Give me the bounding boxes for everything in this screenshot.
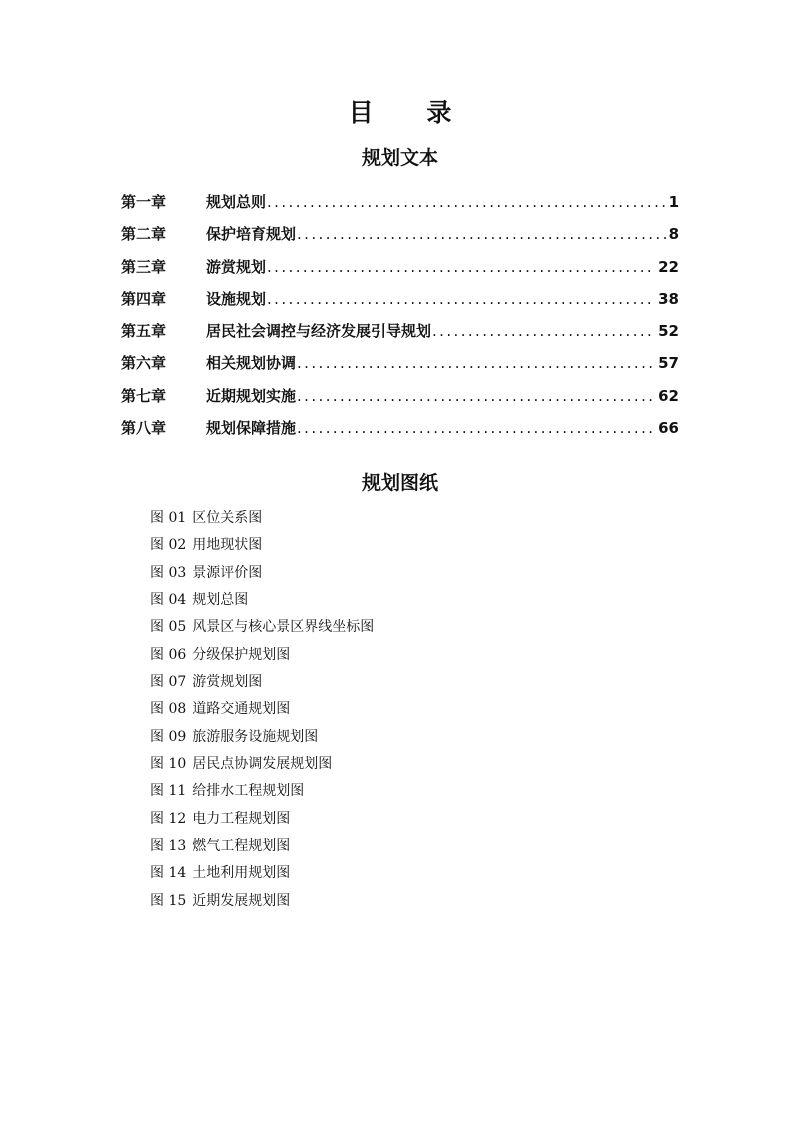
drawing-number: 图 03 bbox=[150, 564, 187, 581]
drawing-item[interactable] bbox=[150, 780, 374, 807]
drawing-item[interactable] bbox=[150, 507, 374, 534]
toc-entry-title: 游赏规划 bbox=[206, 257, 267, 276]
toc-page-number: 1 bbox=[668, 193, 679, 211]
drawing-title: 燃气工程规划图 bbox=[192, 838, 291, 855]
drawing-number: 图 14 bbox=[150, 865, 187, 882]
toc-entry-title: 规划保障措施 bbox=[206, 419, 297, 438]
drawing-number: 图 01 bbox=[150, 510, 187, 526]
drawing-title: 规划总图 bbox=[192, 592, 249, 609]
toc-entry-title: 规划总则 bbox=[206, 193, 267, 211]
drawing-number: 图 12 bbox=[150, 810, 187, 827]
drawing-item[interactable] bbox=[150, 862, 374, 889]
dot-leader bbox=[297, 222, 666, 246]
toc-page-number: 62 bbox=[658, 386, 679, 405]
drawing-number: 图 10 bbox=[150, 756, 187, 773]
toc-page-number: 22 bbox=[658, 257, 679, 276]
toc-entry[interactable] bbox=[121, 222, 679, 254]
toc-page-number: 38 bbox=[658, 289, 679, 308]
drawing-item[interactable] bbox=[150, 589, 374, 616]
dot-leader bbox=[267, 255, 655, 279]
drawing-item[interactable] bbox=[150, 562, 374, 589]
toc-entry[interactable] bbox=[121, 190, 679, 222]
drawing-item[interactable] bbox=[150, 726, 374, 753]
toc-entry-title: 相关规划协调 bbox=[206, 354, 297, 373]
dot-leader bbox=[297, 416, 655, 440]
drawing-number: 图 08 bbox=[150, 701, 187, 718]
toc-entry[interactable] bbox=[121, 287, 679, 319]
drawing-number: 图 11 bbox=[150, 783, 187, 800]
drawing-number: 图 15 bbox=[150, 892, 187, 909]
drawing-item[interactable] bbox=[150, 890, 374, 917]
toc-chapter-label: 第二章 bbox=[121, 225, 167, 244]
drawing-title: 分级保护规划图 bbox=[192, 646, 291, 663]
toc-entry[interactable] bbox=[121, 255, 679, 287]
dot-leader bbox=[297, 351, 655, 375]
toc-entry-title: 近期规划实施 bbox=[206, 386, 297, 405]
drawing-number: 图 04 bbox=[150, 592, 187, 609]
toc-chapter-label: 第八章 bbox=[121, 419, 167, 438]
toc-chapter-label: 第三章 bbox=[121, 257, 167, 276]
drawing-number: 图 09 bbox=[150, 728, 187, 745]
toc-entry[interactable] bbox=[121, 416, 679, 448]
drawing-item[interactable] bbox=[150, 644, 374, 671]
toc-chapter-label: 第四章 bbox=[121, 289, 167, 308]
drawing-title: 用地现状图 bbox=[192, 537, 263, 554]
drawing-title: 居民点协调发展规划图 bbox=[192, 756, 333, 773]
toc-page-number: 52 bbox=[658, 322, 679, 341]
toc-chapter-label: 第五章 bbox=[121, 322, 167, 341]
toc-page-number: 66 bbox=[658, 419, 679, 438]
toc-page-number: 57 bbox=[658, 354, 679, 373]
drawing-title: 电力工程规划图 bbox=[192, 810, 291, 827]
drawing-title: 旅游服务设施规划图 bbox=[192, 728, 319, 745]
dot-leader bbox=[297, 384, 655, 408]
drawing-item[interactable] bbox=[150, 835, 374, 862]
drawing-title: 区位关系图 bbox=[192, 510, 263, 526]
drawing-item[interactable] bbox=[150, 534, 374, 561]
drawing-item[interactable] bbox=[150, 808, 374, 835]
drawing-title: 景源评价图 bbox=[192, 564, 263, 581]
drawing-item[interactable] bbox=[150, 753, 374, 780]
toc-entry-title: 居民社会调控与经济发展引导规划 bbox=[206, 322, 432, 341]
drawing-title: 风景区与核心景区界线坐标图 bbox=[192, 619, 375, 636]
section-heading-planning-drawings: 规划图纸 bbox=[361, 472, 438, 494]
drawing-number: 图 13 bbox=[150, 838, 187, 855]
dot-leader bbox=[432, 319, 655, 343]
toc-entry-title: 保护培育规划 bbox=[206, 225, 297, 244]
dot-leader bbox=[267, 287, 655, 311]
drawing-title: 游赏规划图 bbox=[192, 674, 263, 691]
drawing-title: 近期发展规划图 bbox=[192, 892, 291, 909]
toc-page-number: 8 bbox=[668, 225, 679, 244]
drawing-title: 给排水工程规划图 bbox=[192, 783, 305, 800]
toc-chapter-label: 第六章 bbox=[121, 354, 167, 373]
drawing-number: 图 02 bbox=[150, 537, 187, 554]
toc-entry[interactable] bbox=[121, 384, 679, 416]
toc-entry[interactable] bbox=[121, 319, 679, 351]
toc-chapter-label: 第一章 bbox=[121, 193, 167, 211]
drawing-number: 图 05 bbox=[150, 619, 187, 636]
toc-list bbox=[121, 190, 679, 448]
page-title: 目 录 bbox=[348, 98, 474, 127]
toc-chapter-label: 第七章 bbox=[121, 386, 167, 405]
toc-entry-title: 设施规划 bbox=[206, 289, 267, 308]
drawing-item[interactable] bbox=[150, 671, 374, 698]
drawing-number: 图 06 bbox=[150, 646, 187, 663]
toc-entry[interactable] bbox=[121, 351, 679, 383]
drawing-list bbox=[150, 507, 374, 917]
drawing-title: 土地利用规划图 bbox=[192, 865, 291, 882]
drawing-number: 图 07 bbox=[150, 674, 187, 691]
drawing-title: 道路交通规划图 bbox=[192, 701, 291, 718]
section-heading-planning-text: 规划文本 bbox=[361, 147, 438, 169]
drawing-item[interactable] bbox=[150, 698, 374, 725]
drawing-item[interactable] bbox=[150, 616, 374, 643]
dot-leader bbox=[267, 190, 666, 214]
